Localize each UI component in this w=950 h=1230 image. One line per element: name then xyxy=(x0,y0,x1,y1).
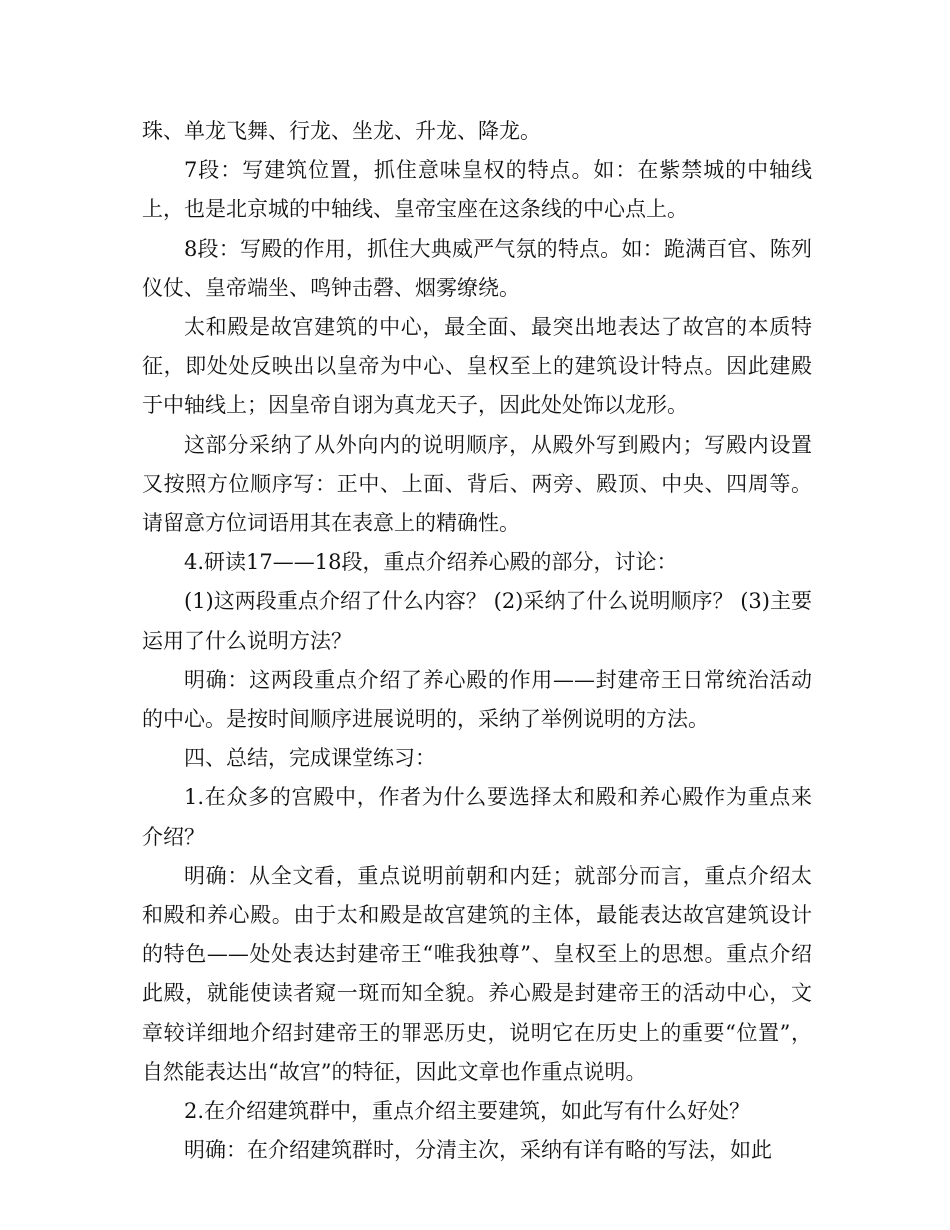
paragraph-section-7: 7段：写建筑位置，抓住意味皇权的特点。如：在紫禁城的中轴线上，也是北京城的中轴线、皇帝宝座在这条线的中心点上。 xyxy=(142,158,812,222)
paragraph-answer-2: 明确：从全文看，重点说明前朝和内廷；就部分而言，重点介绍太和殿和养心殿。由于太和殿是故宫建筑的主体，最能表达故宫建筑设计的特色——处处表达封建帝王“唯我独尊”、皇权至上的思想。重点介绍此殿，就能使读者窥一斑而知全貌。养心殿是封建帝王的活动中心，文章较详细地介绍封建帝王的罪恶历史，说明它在历史上的重要“位置”，自然能表达出“故宫”的特征，因此文章也作重点说明。 xyxy=(142,863,812,1084)
paragraph-taihe-summary: 太和殿是故宫建筑的中心，最全面、最突出地表达了故宫的本质特征，即处处反映出以皇帝为中心、皇权至上的建筑设计特点。因此建殿于中轴线上；因皇帝自诩为真龙天子，因此处处饰以龙形。 xyxy=(142,315,812,418)
paragraph-answer-1: 明确：这两段重点介绍了养心殿的作用——封建帝王日常统治活动的中心。是按时间顺序进展说明的，采纳了举例说明的方法。 xyxy=(142,667,812,732)
paragraph-continuation: 珠、单龙飞舞、行龙、坐龙、升龙、降龙。 xyxy=(142,119,541,143)
paragraph-questions: (1)这两段重点介绍了什么内容？ (2)采纳了什么说明顺序？ (3)主要运用了什么说明方法？ xyxy=(142,589,812,653)
body-text xyxy=(142,112,812,1170)
paragraph-answer-3: 明确：在介绍建筑群时，分清主次，采纳有详有略的写法，如此 xyxy=(184,1138,772,1163)
paragraph-section-8: 8段：写殿的作用，抓住大典威严气氛的特点。如：跪满百官、陈列仪仗、皇帝端坐、鸣钟击磬、烟雾缭绕。 xyxy=(142,236,812,300)
paragraph-order-note: 这部分采纳了从外向内的说明顺序，从殿外写到殿内；写殿内设置又按照方位顺序写：正中、上面、背后、两旁、殿顶、中央、四周等。请留意方位词语用其在表意上的精确性。 xyxy=(142,432,812,536)
paragraph-exercise-1: 1.在众多的宫殿中，作者为什么要选择太和殿和养心殿作为重点来介绍？ xyxy=(142,785,812,849)
paragraph-study-task: 4.研读17——18段，重点介绍养心殿的部分，讨论： xyxy=(184,550,678,575)
paragraph-exercise-2: 2.在介绍建筑群中，重点介绍主要建筑，如此写有什么好处？ xyxy=(184,1099,751,1124)
section-heading-summary: 四、总结，完成课堂练习： xyxy=(184,746,436,771)
